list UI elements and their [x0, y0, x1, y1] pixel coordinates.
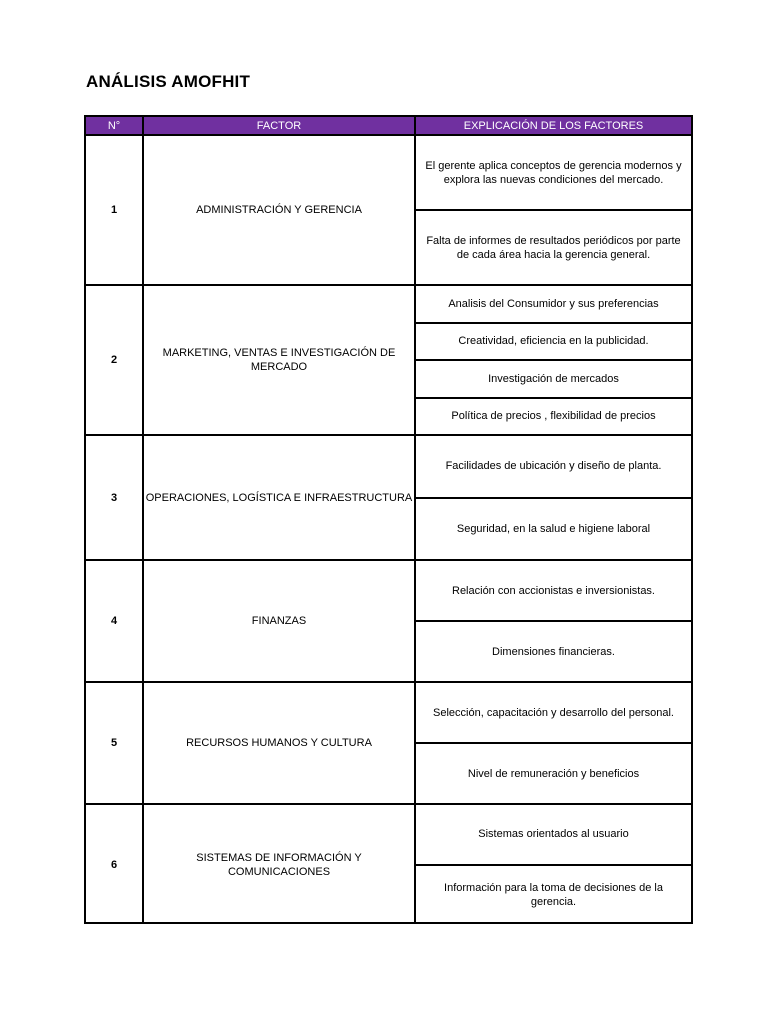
row-6-number: 6 — [110, 858, 118, 871]
row-3-factor: OPERACIONES, LOGÍSTICA E INFRAESTRUCTURA — [142, 436, 414, 561]
page-title: ANÁLISIS AMOFHIT — [86, 72, 251, 91]
row-2-number: 2 — [86, 286, 142, 436]
row-5-factor: RECURSOS HUMANOS Y CULTURA — [142, 683, 414, 805]
row-1-explanations — [414, 136, 691, 286]
row-2-factor: MARKETING, VENTAS E INVESTIGACIÓN DE MERCADO — [142, 286, 414, 436]
row-2-explanation-item: Creatividad, eficiencia en la publicidad. — [416, 322, 691, 360]
row-4-explanation-item: Relación con accionistas e inversionistas. — [452, 584, 655, 597]
row-6-explanation-item: Información para la toma de decisiones de la gerencia. — [416, 864, 691, 925]
row-6-explanations — [414, 805, 691, 924]
row-5-explanation-item: Selección, capacitación y desarrollo del personal. — [433, 706, 674, 719]
row-6-factor: SISTEMAS DE INFORMACIÓN Y COMUNICACIONES — [142, 805, 414, 924]
row-1-explanation-item: El gerente aplica conceptos de gerencia modernos y explora las nuevas condiciones del mercado. — [425, 159, 682, 186]
row-2-explanation-item: Analisis del Consumidor y sus preferencias — [448, 297, 659, 310]
header-explanation: EXPLICACIÓN DE LOS FACTORES — [414, 117, 691, 136]
row-4-number: 4 — [86, 561, 142, 683]
row-1-explanation-item: Falta de informes de resultados periódicos por parte de cada área hacia la gerencia general. — [416, 209, 691, 284]
row-2-explanation-item: Investigación de mercados — [416, 359, 691, 397]
row-1-factor: ADMINISTRACIÓN Y GERENCIA — [142, 136, 414, 286]
row-2-explanation-item: Política de precios , flexibilidad de precios — [416, 397, 691, 435]
row-3-explanation-item: Facilidades de ubicación y diseño de planta. — [445, 460, 662, 473]
row-4-factor: FINANZAS — [142, 561, 414, 683]
header-factor: FACTOR — [142, 117, 414, 136]
row-4-explanation-item: Dimensiones financieras. — [416, 620, 691, 681]
row-2-explanations — [414, 286, 691, 436]
row-5-explanation-item: Nivel de remuneración y beneficios — [416, 742, 691, 803]
row-5-explanations — [414, 683, 691, 805]
row-3-number: 3 — [86, 436, 142, 561]
row-3-explanation-item: Seguridad, en la salud e higiene laboral — [416, 497, 691, 560]
row-1-number: 1 — [86, 136, 142, 286]
amofhit-table — [84, 115, 693, 924]
row-4-explanations — [414, 561, 691, 683]
row-6-explanation-item: Sistemas orientados al usuario — [478, 828, 629, 841]
row-5-number: 5 — [86, 683, 142, 805]
header-num: N° — [86, 117, 142, 136]
row-3-explanations — [414, 436, 691, 561]
